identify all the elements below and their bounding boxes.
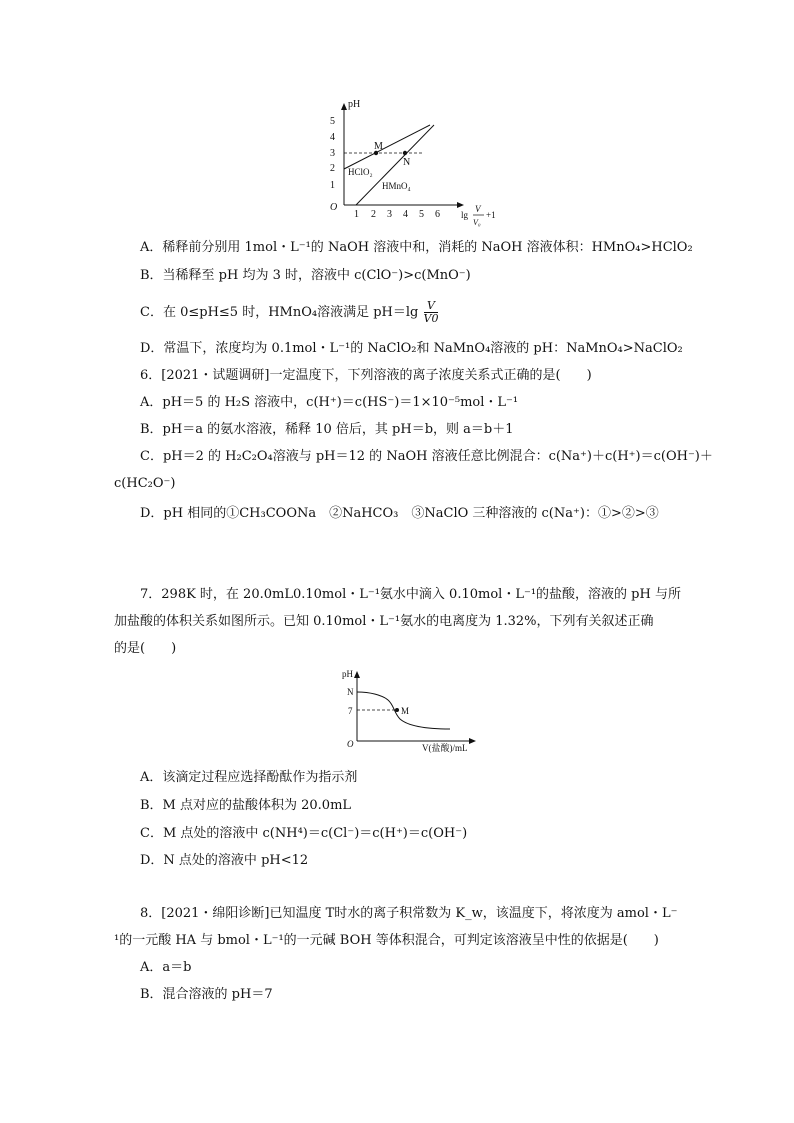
q5-option-a: A．稀释前分别用 1mol・L⁻¹的 NaOH 溶液中和，消耗的 NaOH 溶液体积：HMnO₄>HClO₂: [140, 240, 693, 255]
hclo2-line: [344, 125, 430, 169]
point-n-label: N: [403, 157, 411, 168]
hclo2-label: HClO₂: [348, 167, 373, 177]
q6-stem: 6．[2021・试题调研]一定温度下，下列溶液的离子浓度关系式正确的是( ): [140, 368, 592, 383]
q7-option-b: B．M 点对应的盐酸体积为 20.0mL: [140, 798, 352, 813]
hmno4-label: HMnO₄: [382, 181, 411, 191]
q6-option-d: D．pH 相同的①CH₃COONa ②NaHCO₃ ③NaClO 三种溶液的 c(Na⁺)：①>②>③: [140, 506, 659, 521]
q8-stem-line1: 8．[2021・绵阳诊断]已知温度 T时水的离子积常数为 K_w，该温度下，将浓度为 amol・L⁻: [140, 906, 678, 921]
y-tick-5: 5: [330, 116, 335, 127]
hmno4-line: [356, 125, 434, 205]
point-m: [395, 708, 399, 712]
q7-stem-line3: 的是( ): [114, 641, 177, 656]
y-tick-1: 1: [330, 180, 335, 191]
q5-option-c-text: C．在 0≤pH≤5 时，HMnO₄溶液满足 pH＝lg: [140, 305, 419, 320]
y-axis-label: pH: [348, 99, 361, 110]
q7-option-c: C．M 点处的溶液中 c(NH⁴)＝c(Cl⁻)＝c(H⁺)＝c(OH⁻): [140, 826, 468, 841]
x-axis-arrow: [457, 202, 464, 208]
x-tick-5: 5: [419, 209, 424, 220]
point-n: [403, 151, 407, 155]
q8-stem-line2: ¹的一元酸 HA 与 bmol・L⁻¹的一元碱 BOH 等体积混合，可判定该溶液呈中性的依据是( ): [114, 933, 659, 948]
q6-option-a: A．pH＝5 的 H₂S 溶液中，c(H⁺)＝c(HS⁻)＝1×10⁻⁵mol・L⁻¹: [140, 395, 519, 410]
label-7: 7: [348, 706, 353, 716]
x-tick-3: 3: [387, 209, 392, 220]
y-tick-labels: [330, 116, 335, 191]
q7-stem-line2: 加盐酸的体积关系如图所示。已知 0.10mol・L⁻¹氨水的电离度为 1.32%，下列有关叙述正确: [114, 614, 654, 629]
figure-titration-curve: [330, 665, 480, 755]
q7-option-d: D．N 点处的溶液中 pH<12: [140, 853, 309, 868]
x-axis-label: V(盐酸)/mL: [422, 743, 468, 753]
y-axis-arrow: [354, 671, 360, 678]
q5-option-c-num: V: [424, 300, 439, 313]
x-tick-labels: [354, 209, 440, 220]
q6-option-b: B．pH＝a 的氨水溶液，稀释 10 倍后，其 pH＝b，则 a＝b＋1: [140, 422, 514, 437]
point-m-label: M: [374, 141, 383, 152]
figure-dilution-ph: [318, 95, 518, 235]
q5-option-d: D．常温下，浓度均为 0.1mol・L⁻¹的 NaClO₂和 NaMnO₄溶液的 pH：NaMnO₄>NaClO₂: [140, 341, 683, 356]
x-tick-6: 6: [435, 209, 440, 220]
x-axis-label-num: V: [475, 204, 481, 214]
q6-option-c-line2: c(HC₂O⁻): [114, 476, 176, 491]
q8-option-a: A．a＝b: [140, 960, 192, 975]
origin-label: O: [330, 202, 338, 213]
q5-option-b: B．当稀释至 pH 均为 3 时，溶液中 c(ClO⁻)>c(MnO⁻): [140, 268, 471, 283]
y-tick-3: 3: [330, 148, 335, 159]
y-tick-2: 2: [330, 163, 335, 174]
q7-stem-line1: 7．298K 时，在 20.0mL0.10mol・L⁻¹氨水中滴入 0.10mol・L⁻¹的盐酸，溶液的 pH 与所: [140, 587, 681, 602]
q6-option-c-line1: C．pH＝2 的 H₂C₂O₄溶液与 pH＝12 的 NaOH 溶液任意比例混合：c(Na⁺)＋c(H⁺)＝c(OH⁻)＋: [140, 449, 713, 464]
x-axis-label-den: V₀: [473, 218, 481, 227]
q5-option-c: [140, 300, 438, 325]
x-tick-1: 1: [354, 209, 359, 220]
y-axis-label: pH: [342, 669, 353, 679]
q5-option-c-den: V0: [423, 312, 439, 325]
q8-option-b: B．混合溶液的 pH＝7: [140, 987, 273, 1002]
x-axis-label-suffix: +1: [486, 210, 496, 220]
q5-option-c-fraction: [424, 300, 439, 325]
x-tick-2: 2: [371, 209, 376, 220]
x-axis-arrow: [469, 738, 476, 744]
point-m-label: M: [401, 706, 410, 716]
x-axis-label-prefix: lg: [461, 210, 469, 220]
y-axis-arrow: [341, 103, 347, 110]
y-tick-4: 4: [330, 132, 335, 143]
q7-option-a: A．该滴定过程应选择酚酞作为指示剂: [140, 770, 358, 785]
origin-label: O: [347, 739, 354, 749]
label-n: N: [347, 687, 354, 697]
x-tick-4: 4: [403, 209, 408, 220]
